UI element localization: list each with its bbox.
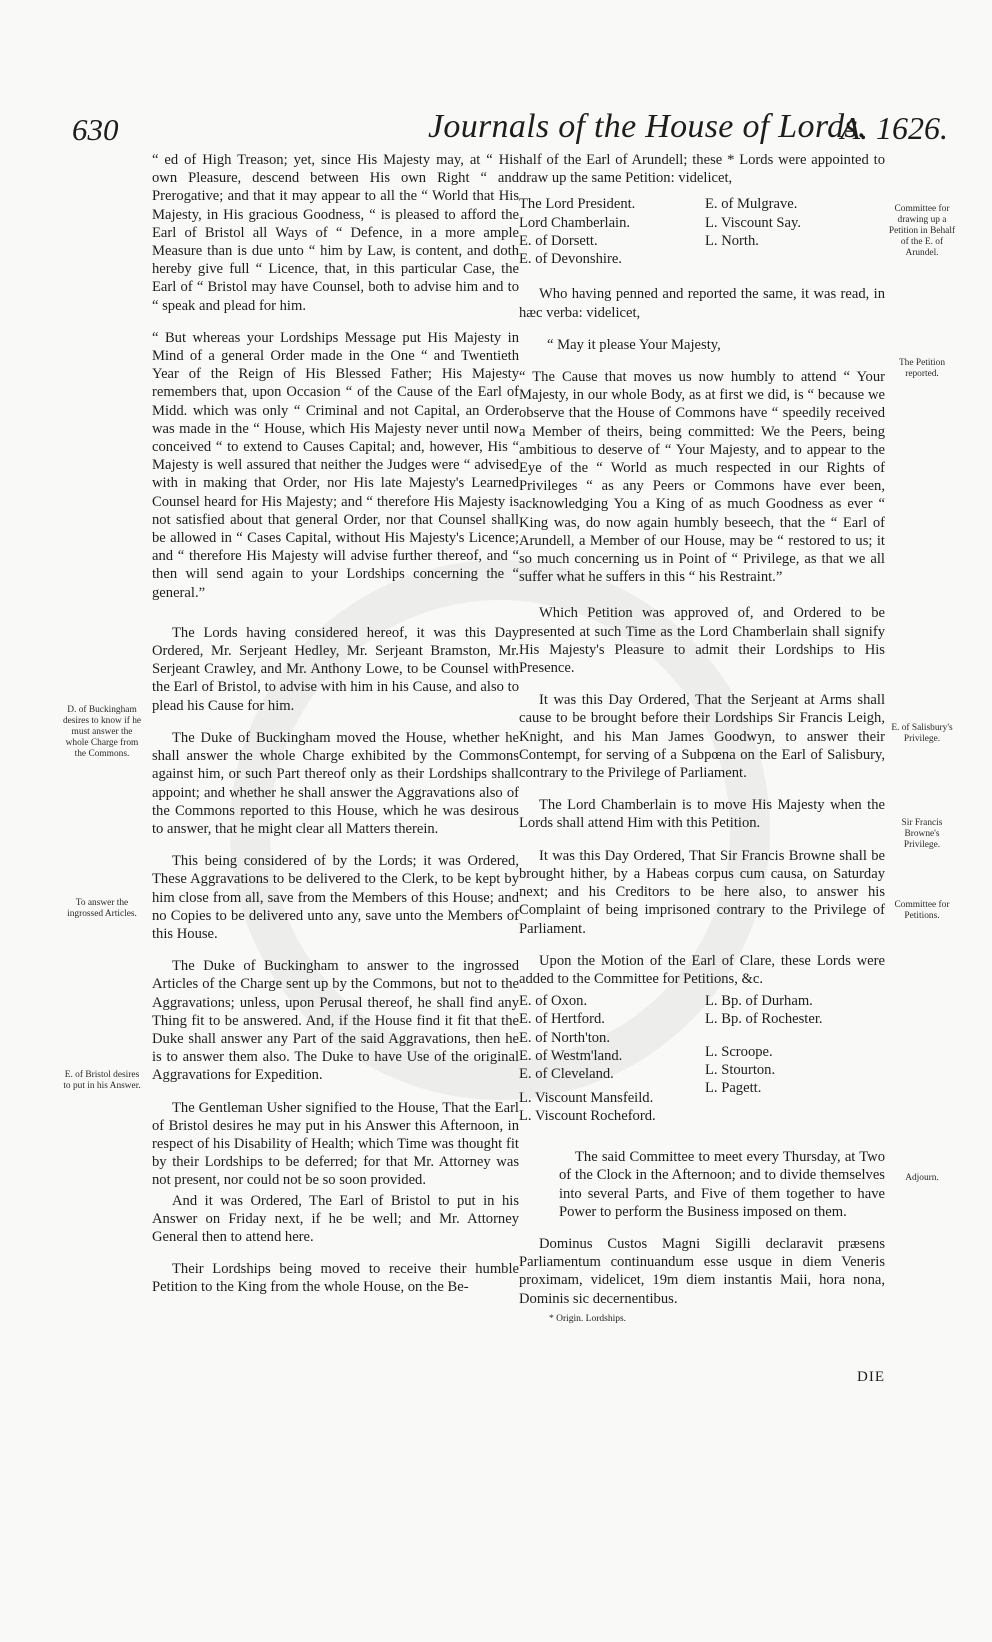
margin-note-adjourn: Adjourn.: [905, 1173, 939, 1183]
margin-note-committee: Committee for drawing up a Petition in Behalf of the E. of Arundel.: [888, 204, 956, 258]
footnote: * Origin. Lordships.: [549, 1313, 627, 1324]
kings-answer-quote-1: “ ed of High Treason; yet, since His Majesty may, at “ His own Pleasure, descend between His own Right “ and Prerogative; and that it may appear to all the “ World that His Majesty, in His gracious Goodness, “ is pleased to afford the Earl of Bristol all Ways of “ Defence, in a more ample Measure than is due unto “ him by Law, is content, and doth hereby give full “ Licence, that, in this particular Case, the Earl of “ Bristol may have Counsel, both to advise him and to “ speak and plead for him.: [152, 152, 519, 314]
left-column: [152, 151, 519, 1311]
margin-note-browne: Sir Francis Browne's Privilege.: [901, 818, 943, 850]
committee-list-left: The Lord President. Lord Chamberlain. E. of Dorsett. E. of Devonshire.: [519, 196, 636, 268]
catchword: DIE: [857, 1368, 885, 1385]
margin-note-ingrossed: To answer the ingrossed Articles.: [67, 898, 137, 919]
added-lords-left: E. of Oxon. E. of Hertford. E. of North'ton. E. of Westm'land. E. of Cleveland. L. Viscount Mansfeild. L. Viscount Rocheford.: [519, 993, 656, 1125]
browne-order-paragraph: It was this Day Ordered, That Sir Francis Browne shall be brought hither, by a Habeas corpus cum causa, on Saturday next; and his Creditors to be here also, to answer his Complaint of being imprisoned contrary to the Privilege of Parliament.: [519, 847, 885, 937]
aggravations-order-paragraph: This being considered of by the Lords; it was Ordered, These Aggravations to be delivered to the Clerk, to be kept by him close from all, save from the Members of this House; and no Copies to be delivered unto any, save unto the Members of this House.: [152, 853, 519, 942]
margin-note-bristol: E. of Bristol desires to put in his Answer.: [63, 1070, 141, 1091]
petition-text: “ The Cause that moves us now humbly to attend “ Your Majesty, in our whole Body, as at first we did, is “ because we observe that the House of Commons have “ speedily received a Member of theirs, being committed: We the Peers, being ambitious to deserve of “ Your Majesty, and to appear to the Eye of the “ World as much respected in our Rights of Privileges “ as any Peers or Commons have ever been, acknowledging You a King of as much Goodness as ever “ King was, do now again humbly beseech, that the “ Earl of Arundell, a Member of our House, may be “ restored to us; it so much concerning us in Point of “ Privilege, as that we all suffer what he suffers in this “ his Restraint.”: [519, 369, 885, 586]
bristol-friday-paragraph: And it was Ordered, The Earl of Bristol to put in his Answer on Friday next, if he be well; and Mr. Attorney General then to attend here.: [152, 1192, 519, 1245]
margin-note-reported: The Petition reported.: [898, 358, 946, 379]
page-number: 630: [72, 112, 119, 147]
committee-list-right: E. of Mulgrave. L. Viscount Say. L. North.: [705, 196, 802, 249]
approved-paragraph: Which Petition was approved of, and Ordered to be presented at such Time as the Lord Chamberlain shall signify His Majesty's Pleasure to admit their Lordships to His Presence.: [519, 605, 885, 677]
clare-motion-paragraph: Upon the Motion of the Earl of Clare, these Lords were added to the Committee for Petitions, &c.: [519, 952, 885, 987]
right-column: [519, 151, 885, 1386]
committee-meeting-paragraph: The said Committee to meet every Thursday, at Two of the Clock in the Afternoon; and to divide themselves into several Parts, and Five of them together to have Power to perform the Business imposed on them.: [559, 1149, 885, 1220]
year-label: A. 1626.: [840, 110, 948, 146]
added-lords-right: L. Bp. of Durham. L. Bp. of Rochester. L. Scroope. L. Stourton. L. Pagett.: [705, 993, 823, 1096]
journal-title: Journals of the House of Lords.: [428, 108, 867, 145]
serjeant-order-paragraph: It was this Day Ordered, That the Serjeant at Arms shall cause to be brought before their Lordships Sir Francis Leigh, Knight, and his Man James Goodwyn, to answer their Contempt, for serving of a Subpœna on the Earl of Salisbury, contrary to the Privilege of Parliament.: [519, 692, 885, 782]
buckingham-answer-paragraph: The Duke of Buckingham to answer to the ingrossed Articles of the Charge sent up by the Commons, but not to the Aggravations; unless, upon Perusal thereof, he shall find any Thing fit to be answered. And, if the House find it fit that the Duke shall answer any Part of the said Aggravations, then he is to answer them also. The Duke to have Use of the original Aggravations for Expedition.: [152, 958, 519, 1084]
kings-answer-quote-2: “ But whereas your Lordships Message put His Majesty in Mind of a general Order made in the One “ and Twentieth Year of the Reign of His Blessed Father; His Majesty remembers that, upon Occasion “ of the Cause of the Earl of Midd. which was only “ Criminal and not Capital, an Order was made in the “ House, which His Majesty never until now conceived “ to extend to Causes Capital; and, however, His “ Majesty is well assured that neither the Judges were “ advised with in making that Order, nor His late Majesty's Learned Counsel heard for His Majesty; and “ therefore His Majesty is not satisfied about that general Order, nor that Counsel shall be allowed in “ Cases Capital, without His Majesty's Licence; and “ therefore His Majesty will advise further thereof, and “ then will send again to your Lordships concerning the “ general.”: [152, 329, 519, 601]
counsel-order-paragraph: The Lords having considered hereof, it was this Day Ordered, Mr. Serjeant Hedley, Mr. Serjeant Bramston, Mr. Serjeant Crawley, and Mr. Anthony Lowe, to be Counsel with the Earl of Bristol, to advise with him in his Cause, and also to plead his Cause for him.: [152, 624, 519, 714]
margin-note-salisbury: E. of Salisbury's Privilege.: [891, 723, 953, 744]
added-lords-list: [519, 992, 885, 1142]
committee-list: [519, 195, 885, 275]
penned-paragraph: Who having penned and reported the same, it was read, in hæc verba: videlicet,: [519, 286, 885, 321]
chamberlain-paragraph: The Lord Chamberlain is to move His Majesty when the Lords shall attend Him with this Petition.: [519, 797, 885, 832]
petition-salutation: “ May it please Your Majesty,: [547, 336, 721, 353]
arundell-behalf-paragraph: half of the Earl of Arundell; these * Lords were appointed to draw up the same Petition: videlicet,: [519, 152, 885, 187]
page-header: [70, 104, 950, 154]
margin-note-buckingham: D. of Buckingham desires to know if he must answer the whole Charge from the Commons.: [62, 705, 142, 759]
margin-note-petitions: Committee for Petitions.: [894, 900, 950, 921]
petition-intro-paragraph: Their Lordships being moved to receive their humble Petition to the King from the whole House, on the Be-: [152, 1261, 519, 1296]
usher-paragraph: The Gentleman Usher signified to the House, That the Earl of Bristol desires he may put in his Answer this Afternoon, in respect of his Disability of Health; which Time was thought fit by their Lordships to be deferred; for that Mr. Attorney was not present, nor could not be so soon provided.: [152, 1099, 519, 1189]
adjournment-latin-paragraph: Dominus Custos Magni Sigilli declaravit præsens Parliamentum continuandum esse usque in diem Veneris proximam, videlicet, 19m diem instantis Maii, hora nona, Dominis sic decernentibus.: [519, 1235, 885, 1307]
buckingham-motion-paragraph: The Duke of Buckingham moved the House, whether he shall answer the whole Charge exhibited by the Commons against him, or such Part thereof only as their Lordships shall appoint; and whether he shall answer the Aggravations also of the Commons reported to this House, which he was desirous to answer, that he might clear all Matters therein.: [152, 729, 519, 837]
